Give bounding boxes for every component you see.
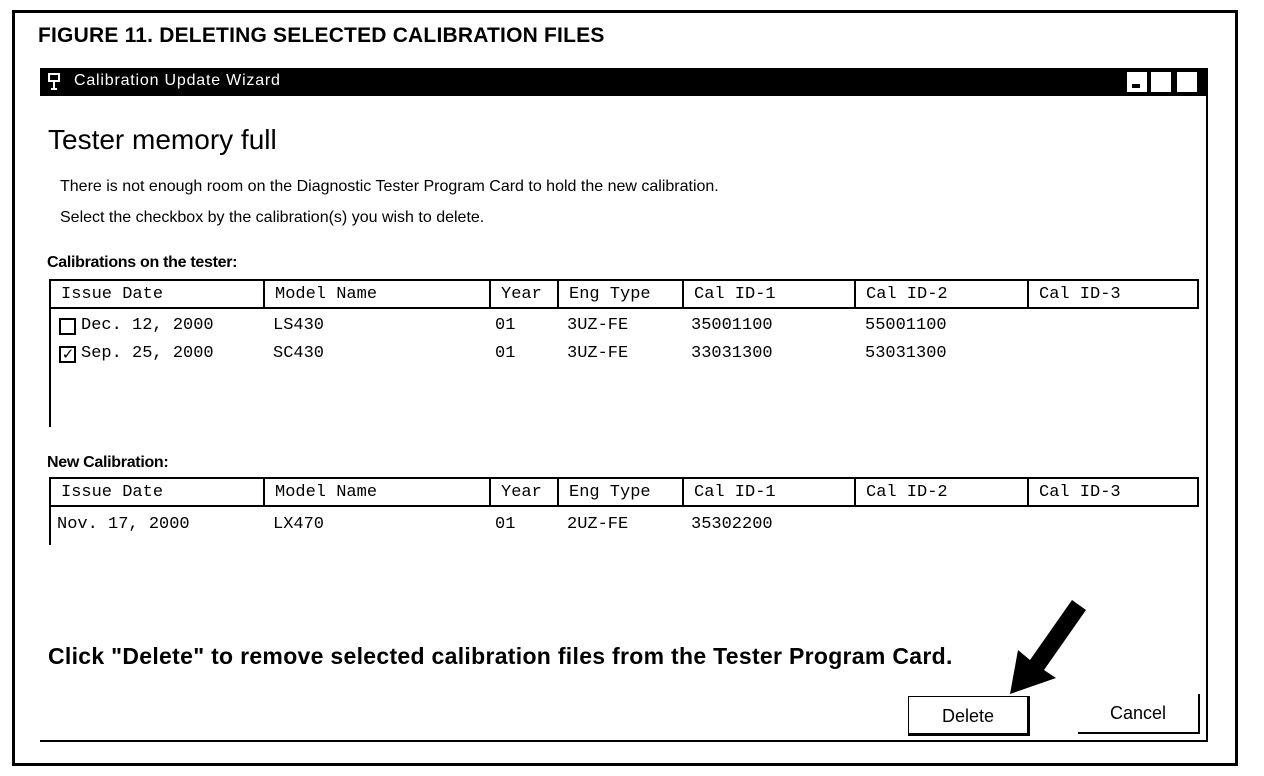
column-header-model-name[interactable]: Model Name bbox=[263, 479, 489, 505]
column-header-cal-id-1[interactable]: Cal ID-1 bbox=[682, 281, 854, 307]
cell-issue-date: Nov. 17, 2000 bbox=[57, 515, 190, 534]
cell-issue-date: Sep. 25, 2000 bbox=[81, 344, 214, 363]
minimize-button[interactable] bbox=[1126, 71, 1148, 93]
column-header-cal-id-1[interactable]: Cal ID-1 bbox=[682, 479, 854, 505]
message-line-2: Select the checkbox by the calibration(s) you wish to delete. bbox=[60, 209, 485, 226]
delete-button[interactable]: Delete bbox=[908, 696, 1030, 736]
cell-cal-id-1: 33031300 bbox=[691, 344, 773, 363]
cell-year: 01 bbox=[495, 515, 516, 534]
column-header-cal-id-2[interactable]: Cal ID-2 bbox=[854, 479, 1027, 505]
column-header-eng-type[interactable]: Eng Type bbox=[557, 281, 682, 307]
cell-eng-type: 3UZ-FE bbox=[567, 316, 629, 335]
window-right-border bbox=[1206, 96, 1208, 742]
column-header-year[interactable]: Year bbox=[489, 479, 557, 505]
new-calibration-table bbox=[49, 477, 1199, 547]
cell-eng-type: 3UZ-FE bbox=[567, 344, 629, 363]
cell-year: 01 bbox=[495, 344, 516, 363]
close-icon: X bbox=[1180, 71, 1194, 92]
row-checkbox[interactable] bbox=[59, 318, 76, 335]
cell-cal-id-2: 55001100 bbox=[865, 316, 947, 335]
new-calibration-label: New Calibration: bbox=[47, 454, 169, 471]
table-header bbox=[49, 279, 1199, 309]
wizard-window bbox=[40, 68, 1210, 744]
column-header-cal-id-2[interactable]: Cal ID-2 bbox=[854, 281, 1027, 307]
tester-calibrations-table bbox=[49, 279, 1199, 429]
arrow-pointer-icon bbox=[1006, 598, 1086, 698]
cell-model-name: LS430 bbox=[273, 316, 325, 335]
figure-title: FIGURE 11. DELETING SELECTED CALIBRATION FILES bbox=[38, 24, 605, 47]
wizard-app-icon bbox=[48, 73, 60, 91]
cell-year: 01 bbox=[495, 316, 516, 335]
column-header-issue-date[interactable]: Issue Date bbox=[61, 285, 164, 304]
column-header-cal-id-3[interactable]: Cal ID-3 bbox=[1027, 479, 1197, 505]
window-title: Calibration Update Wizard bbox=[74, 72, 281, 89]
table-left-border bbox=[49, 309, 51, 427]
column-header-cal-id-3[interactable]: Cal ID-3 bbox=[1027, 281, 1197, 307]
message-line-1: There is not enough room on the Diagnostic Tester Program Card to hold the new calibration. bbox=[60, 178, 719, 195]
table-left-border bbox=[49, 507, 51, 545]
column-header-year[interactable]: Year bbox=[489, 281, 557, 307]
table-header bbox=[49, 477, 1199, 507]
column-header-eng-type[interactable]: Eng Type bbox=[557, 479, 682, 505]
cell-eng-type: 2UZ-FE bbox=[567, 515, 629, 534]
tester-table-label: Calibrations on the tester: bbox=[47, 254, 238, 271]
checkmark-icon: ✓ bbox=[61, 345, 75, 363]
column-header-model-name[interactable]: Model Name bbox=[263, 281, 489, 307]
cell-issue-date: Dec. 12, 2000 bbox=[81, 316, 214, 335]
cell-model-name: SC430 bbox=[273, 344, 325, 363]
cell-cal-id-2: 53031300 bbox=[865, 344, 947, 363]
maximize-button[interactable] bbox=[1150, 71, 1172, 93]
page-heading: Tester memory full bbox=[48, 124, 277, 155]
cell-model-name: LX470 bbox=[273, 515, 325, 534]
window-bottom-border bbox=[40, 740, 1208, 742]
row-checkbox[interactable] bbox=[59, 346, 76, 363]
cancel-button[interactable]: Cancel bbox=[1078, 694, 1200, 734]
instruction-text: Click "Delete" to remove selected calibration files from the Tester Program Card. bbox=[48, 643, 953, 669]
cell-cal-id-1: 35001100 bbox=[691, 316, 773, 335]
column-header-issue-date[interactable]: Issue Date bbox=[61, 483, 164, 502]
cell-cal-id-1: 35302200 bbox=[691, 515, 773, 534]
close-button[interactable] bbox=[1176, 71, 1198, 93]
window-titlebar[interactable] bbox=[40, 68, 1208, 96]
